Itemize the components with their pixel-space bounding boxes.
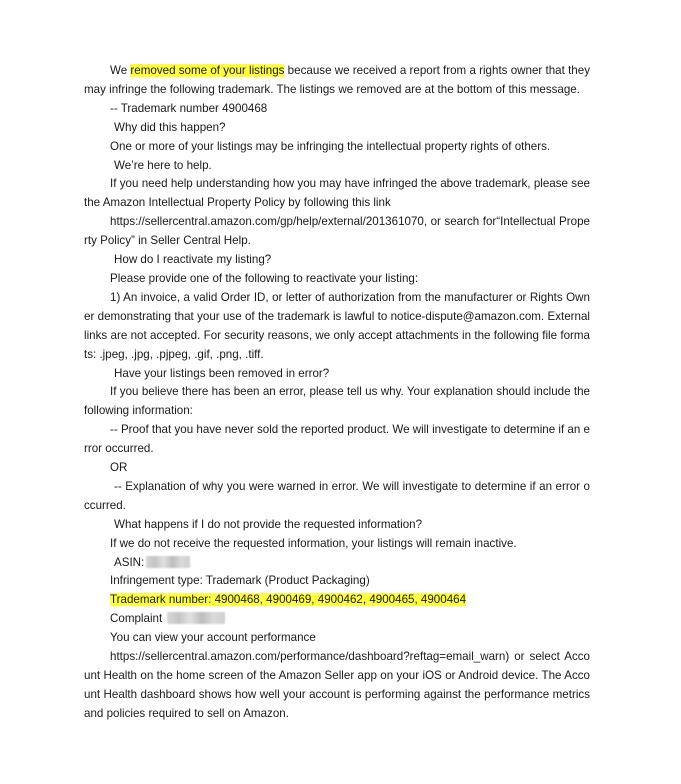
infringement-type-line: Infringement type: Trademark (Product Packaging): [110, 574, 370, 588]
complaint-line: [84, 610, 590, 629]
help-paragraph: If you need help understanding how you may have infringed the above trademark, please see the Amazon Intellectual Property Policy by following this link: [84, 177, 590, 210]
question-reactivate: How do I reactivate my listing?: [114, 253, 272, 267]
complaint-label: Complaint: [110, 612, 163, 626]
redacted-asin: [146, 556, 190, 568]
trademark-numbers-highlight: Trademark number: 4900468, 4900469, 4900462, 4900465, 4900464: [110, 593, 467, 607]
question-why: Why did this happen?: [114, 120, 226, 134]
asin-line: [84, 554, 590, 573]
trademark-line: -- Trademark number 4900468: [110, 101, 268, 115]
explanation-paragraph: -- Explanation of why you were warned in error. We will investigate to determine if an error occurred.: [84, 479, 590, 512]
email-body: [84, 62, 590, 724]
option-one-paragraph: 1) An invoice, a valid Order ID, or letter of authorization from the manufacturer or Rights Owner demonstrating that your use of the trademark is lawful to notice-dispute@amazon.com. External links are not accepted. For security reasons, we only accept attachments in the following file formats: .jpeg, .jpg, .pjpeg, .gif, .png, .tiff.: [84, 290, 590, 361]
question-error: Have your listings been removed in error?: [114, 366, 330, 380]
no-info-paragraph: If we do not receive the requested information, your listings will remain inactive.: [110, 536, 517, 550]
provide-paragraph: Please provide one of the following to reactivate your listing:: [110, 271, 419, 285]
account-performance-line: You can view your account performance: [110, 631, 316, 645]
redacted-complaint-id: [167, 612, 225, 624]
answer-why: One or more of your listings may be infringing the intellectual property rights of others.: [110, 139, 551, 153]
intro-paragraph: [84, 62, 590, 100]
dashboard-paragraph: https://sellercentral.amazon.com/performance/dashboard?reftag=email_warn) or select Account Health on the home screen of the Amazon Seller app on your iOS or Android device. The Account Health dashboard shows how well your account is performing against the performance metrics and policies required to sell on Amazon.: [84, 650, 590, 720]
or-separator: OR: [110, 461, 128, 475]
question-no-info: What happens if I do not provide the requested information?: [114, 517, 423, 531]
intro-text-start: We: [110, 64, 131, 77]
proof-paragraph: -- Proof that you have never sold the reported product. We will investigate to determine if an error occurred.: [84, 423, 590, 456]
here-to-help: We’re here to help.: [114, 158, 212, 172]
highlighted-phrase: removed some of your listings: [130, 64, 285, 77]
intro-text-end: because we received a report from a rights owner that they may infringe the following trademark. The listings we removed are at the bottom of this message.: [84, 64, 590, 96]
trademark-numbers-line: [84, 591, 590, 610]
asin-label: ASIN:: [114, 555, 145, 569]
error-paragraph: If you believe there has been an error, please tell us why. Your explanation should include the following information:: [84, 385, 590, 418]
policy-link-paragraph: https://sellercentral.amazon.com/gp/help/external/201361070, or search for“Intellectual Property Policy” in Seller Central Help.: [84, 215, 590, 248]
